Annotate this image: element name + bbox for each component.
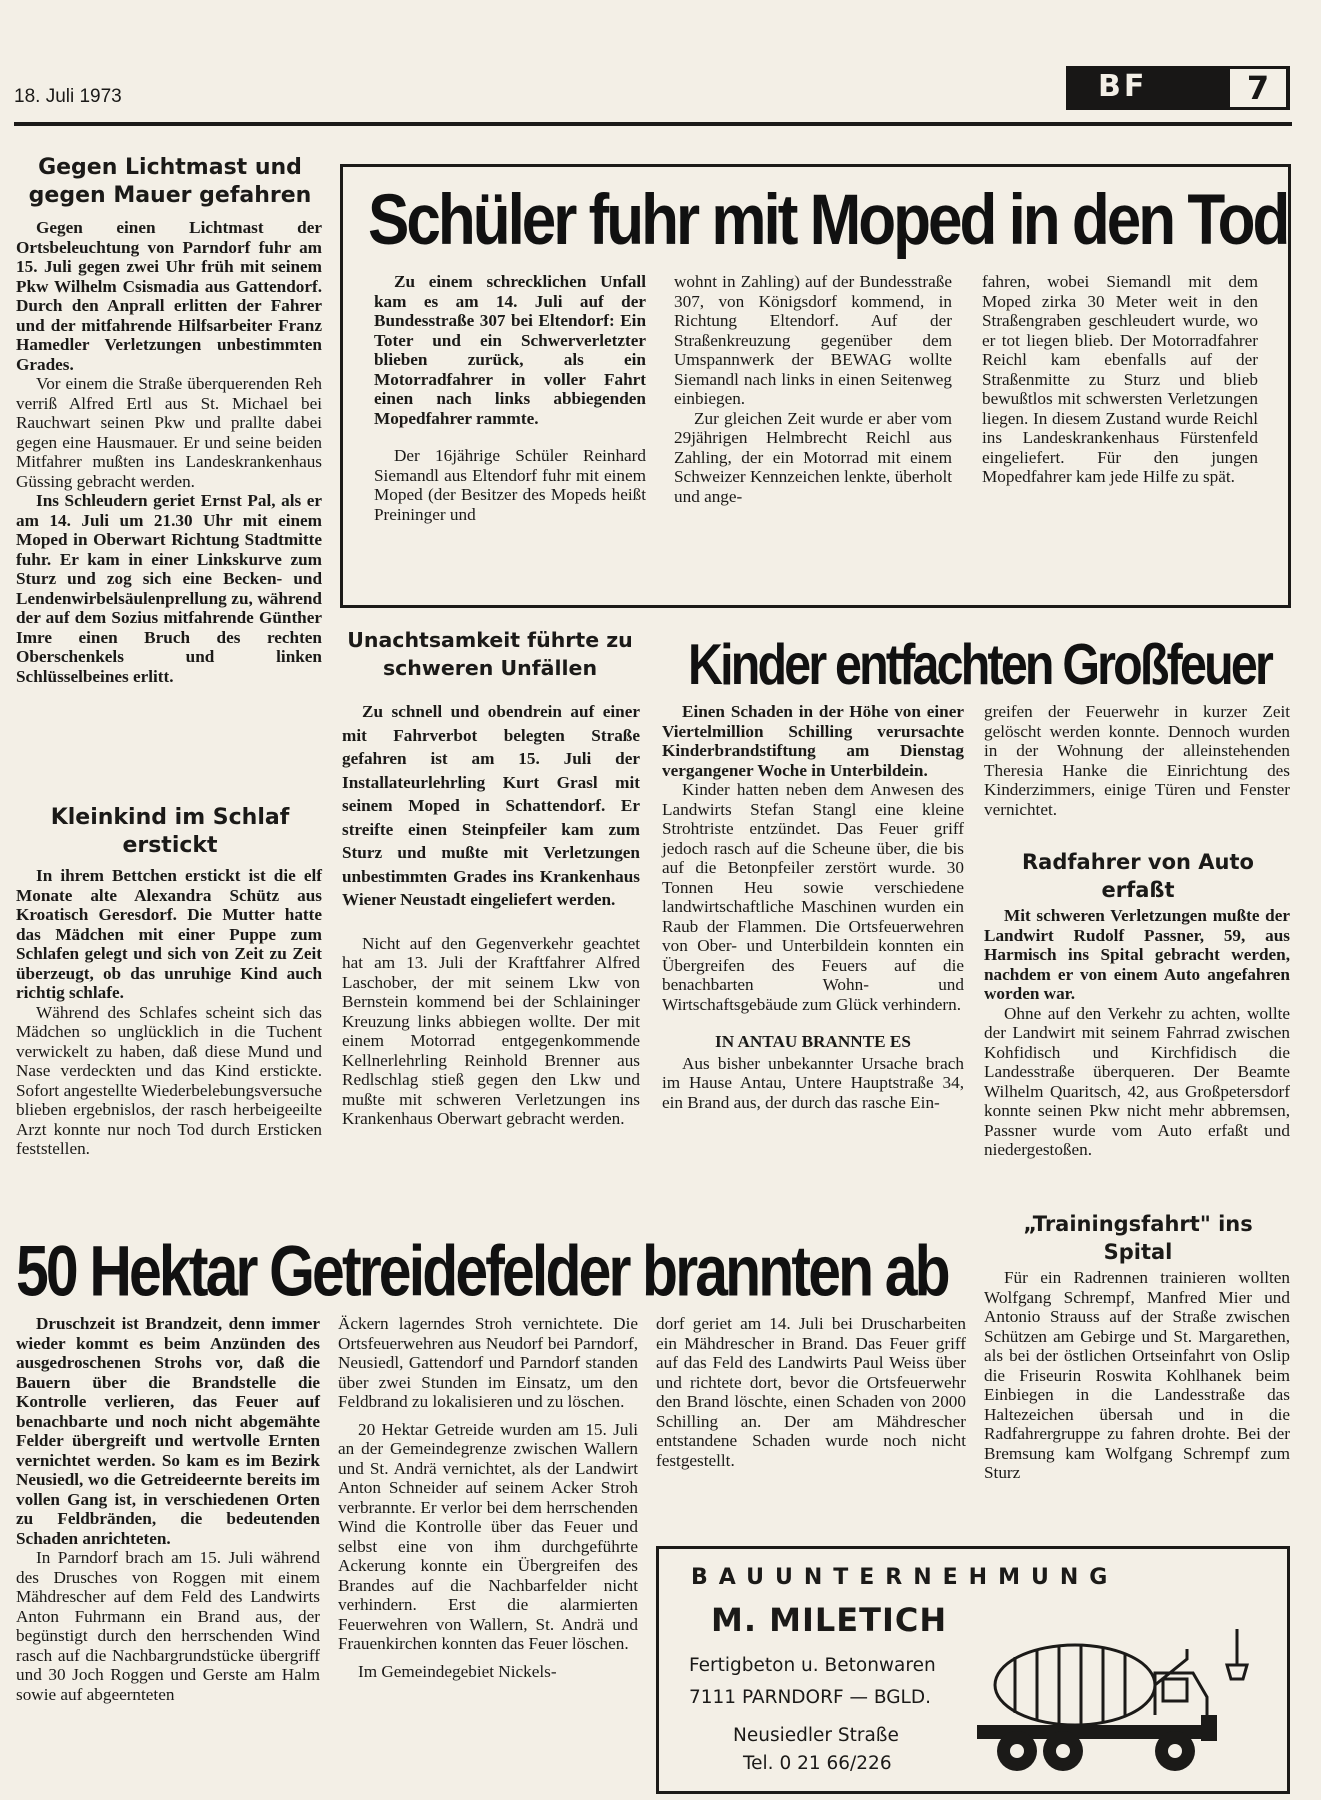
ad-street: Neusiedler Straße <box>733 1725 899 1746</box>
lead-col-1 <box>374 272 646 524</box>
story2-para-2: Während des Schlafes scheint sich das Mädchen so unglücklich in die Tuchent verwickelt zu haben, daß diese Mund und Nase verdeckten und das Kind erstickte. Sofort angestellte Wiederbelebungsversuche blieben ergebnislos, der rasch herbeigeeilte Arzt konnte nur noch Tod durch Ersticken feststellen. <box>16 1002 322 1158</box>
story1-para-3: Ins Schleudern geriet Ernst Pal, als er am 14. Juli um 21.30 Uhr mit einem Moped in Oberwart Richtung Stadtmitte fuhr. Er kam in einer Linkskurve zum Sturz und zog sich eine Becken- und Lendenwirbelsäulenprellung zu, während der auf dem Sozius mitfahrende Günther Imre einen Bruch des rechten Oberschenkels und linken Schlüsselbeines erlitt. <box>16 491 322 686</box>
story6-body <box>984 1268 1290 1483</box>
story7-para-5: Im Gemeindegebiet Nickels- <box>358 1661 557 1681</box>
story5-para-1: Mit schweren Verletzungen mußte der Landwirt Rudolf Passner, 59, aus Harmisch ins Spital gebracht werden, nachdem er von einem Auto angefahren worden war. <box>984 906 1290 1003</box>
story7-para-6: dorf geriet am 14. Juli bei Druscharbeiten ein Mähdrescher in Brand. Das Feuer griff auf das Feld des Landwirts Paul Weiss über und richtete dort, bevor die Ortsfeuerwehr den Brand löschte, einen Schaden von 2000 Schilling an. Der am Mähdrescher entstandene Schaden wurde noch nicht festgestellt. <box>656 1314 966 1470</box>
ad-company-name: M. MILETICH <box>711 1601 948 1639</box>
story6-para-1: Für ein Radrennen trainieren wollten Wolfgang Schrempf, Manfred Mier und Antonio Strauss auf der Straße zwischen Schützen am Gebirge und St. Margarethen, als bei der östlichen Ortseinfahrt von Oslip die Friseurin Roswita Kohlhanek beim Einbiegen in die Landesstraße das Haltezeichen übersah und in die Radfahrergruppe zu fahren drohte. Bei der Bremsung kam Wolfgang Schrempf zum Sturz <box>984 1268 1290 1482</box>
story1-para-1: Gegen einen Lichtmast der Ortsbeleuchtung von Parndorf fuhr am 15. Juli gegen zwei Uhr früh mit seinem Pkw Wilhelm Csismadia aus Gattendorf. Durch den Anprall erlitten der Fahrer und der mitfahrende Hilfsarbeiter Franz Hamedler Verletzungen unbestimmten Grades. <box>16 218 322 374</box>
header-rule <box>14 122 1292 126</box>
story4-title: Kinder entfachten Großfeuer <box>688 633 1271 698</box>
story7-col-2 <box>338 1314 638 1681</box>
concrete-mixer-truck-icon <box>955 1615 1275 1785</box>
lead-para-4: Zur gleichen Zeit wurde er aber vom 29jährigen Helmbrecht Reichl aus Zahling, der ein Motorrad mit einem Schweizer Kennzeichen lenkte, überholt und ange- <box>674 408 952 506</box>
story4-col-2 <box>984 702 1290 819</box>
story4-col-1 <box>662 702 964 1112</box>
story7-para-1: Druschzeit ist Brandzeit, denn immer wieder kommt es beim Anzünden des ausgedroschenen Strohs vor, daß die Bauern über die Brandstelle die Kontrolle verlieren, das Feuer auf benachbarte und noch nicht abgemähte Felder übergreift und wertvolle Ernten vernichtet werden. So kam es im Bezirk Neusiedl, wo die Getreideernte bereits im vollen Gang ist, in verschiedenen Orten zu Feldbränden, die bedeutenden Schaden anrichteten. <box>16 1314 320 1548</box>
story5-title: Radfahrer von Auto erfaßt <box>1022 850 1254 902</box>
story5-para-2: Ohne auf den Verkehr zu achten, wollte der Landwirt mit seinem Fahrrad zwischen Kohfidisch und Kirchfidisch die Landesstraße überqueren. Der Beamte Wilhelm Quaritsch, 42, aus Großpetersdorf konnte seinen Pkw nicht mehr abbremsen, Passner wurde vom Auto erfaßt und niedergestoßen. <box>984 1003 1290 1159</box>
story6-title: „Trainingsfahrt" ins Spital <box>1023 1212 1253 1264</box>
truck-bumper <box>1201 1715 1217 1741</box>
story2-para-1: In ihrem Bettchen erstickt ist die elf Monate alte Alexandra Schütz aus Kroatisch Geresdorf. Die Mutter hatte das Mädchen mit einer Puppe zum Schlafen gelegt und sich von Zeit zu Zeit überzeugt, ob das unruhige Kind auch richtig schlafe. <box>16 866 322 1002</box>
page-date: 18. Juli 1973 <box>14 86 122 107</box>
story7-para-3: Äckern lagerndes Stroh vernichtete. Die Ortsfeuerwehren aus Neudorf bei Parndorf, Neusiedl, Gattendorf und Parndorf standen über zwei Stunden im Einsatz, um den Feldbrand zu lokalisieren und zu löschen. <box>338 1314 638 1411</box>
story7-para-2: In Parndorf brach am 15. Juli während des Drusches von Roggen mit einem Mähdrescher auf dem Feld des Landwirts Anton Fuhrmann ein Brand aus, der begünstigt durch den herrschenden Wind rasch auf die Nachbargrundstücke übergriff und 30 Joch Roggen und Gerste am Halm sowie auf abgeernteten <box>16 1548 320 1704</box>
story3-title: Unachtsamkeit führte zu schweren Unfällen <box>347 628 633 680</box>
story1-body <box>16 218 322 686</box>
ad-box <box>656 1546 1290 1794</box>
ad-company-type: BAUUNTERNEHMUNG <box>691 1565 1119 1590</box>
story1-para-2: Vor einem die Straße überquerenden Reh verriß Alfred Ertl aus St. Michael bei Rauchwart seinen Pkw und prallte dabei gegen eine Hausmauer. Er und seine beiden Mitfahrer mußten ins Landeskrankenhaus Güssing gebracht werden. <box>16 374 322 491</box>
story4-para-3: Aus bisher unbekannter Ursache brach im Hause Antau, Untere Hauptstraße 34, ein Brand aus, der durch das rasche Ein- <box>662 1053 964 1112</box>
lead-para-2: Der 16jährige Schüler Reinhard Siemandl aus Eltendorf fuhr mit einem Moped (der Besitzer des Mopeds heißt Preininger und <box>374 446 646 524</box>
lead-para-1: Zu einem schrecklichen Unfall kam es am 14. Juli auf der Bundesstraße 307 bei Eltendorf: Ein Toter und ein Schwerverletzter blieben zurück, als ein Motorradfahrer in voller Fahrt einen nach links abbiegenden Mopedfahrer rammte. <box>374 272 646 428</box>
lead-para-3: wohnt in Zahling) auf der Bundesstraße 307, von Königsdorf kommend, in Richtung Eltendorf. Auf der Straßenkreuzung gegenüber dem Umspannwerk der BEWAG wollte Siemandl nach links in einen Seitenweg einbiegen. <box>674 272 952 408</box>
ad-address: 7111 PARNDORF — BGLD. <box>689 1687 931 1708</box>
story3-para-2: Nicht auf den Gegenverkehr geachtet hat am 13. Juli der Kraftfahrer Alfred Laschober, der mit seinem Lkw von Bernstein kommend bei der Schlaininger Kreuzung links abbiegen wollte. Der mit einem Motorrad entgegenkommende Kellnerlehrling Reinhold Brenner aus Redlschlag stieß gegen den Lkw und mußte mit schweren Verletzungen ins Krankenhaus Oberwart gebracht werden. <box>342 933 640 1128</box>
lead-col-3 <box>982 272 1258 487</box>
ad-products: Fertigbeton u. Betonwaren <box>689 1655 936 1676</box>
story2-title: Kleinkind im Schlaf erstickt <box>50 805 290 858</box>
lead-col-2 <box>674 272 952 506</box>
story4-para-1: Einen Schaden in der Höhe von einer Viertelmillion Schilling verursachte Kinderbrandstiftung am Dienstag vergangener Woche in Unterbildein. <box>662 702 964 780</box>
story5-body <box>984 906 1290 1160</box>
ad-phone: Tel. 0 21 66/226 <box>743 1753 892 1774</box>
story7-title: 50 Hektar Getreidefelder brannten ab <box>16 1232 948 1312</box>
story4-para-2: Kinder hatten neben dem Anwesen des Landwirts Stefan Stangl eine kleine Strohtriste entzündet. Das Feuer griff jedoch rasch auf die Scheune über, die bis auf die Betonpfeiler zerstört wurde. 30 Tonnen Heu sowie verschiedene landwirtschaftliche Maschinen wurden ein Raub der Flammen. Die Ortsfeuerwehren von Ober- und Unterbildein konnten ein Übergreifen des Feuers auf die benachbarten Wohn- und Wirtschaftsgebäude zum Glück verhindern. <box>662 780 964 1014</box>
story3-para-1: Zu schnell und obendrein auf einer mit Fahrverbot belegten Straße gefahren ist am 15. Juli der Installateurlehrling Kurt Grasl mit seinem Moped in Schattendorf. Er streifte einen Steinpfeiler kam zum Sturz und mußte mit Verletzungen unbestimmten Grades ins Krankenhaus Wiener Neustadt eingeliefert werden. <box>342 702 640 909</box>
story7-col-1 <box>16 1314 320 1704</box>
story1-title: Gegen Lichtmast und gegen Mauer gefahren <box>28 155 312 208</box>
page-number: 7 <box>1230 69 1286 107</box>
lead-title: Schüler fuhr mit Moped in den Tod <box>368 180 1288 261</box>
story4-para-4: greifen der Feuerwehr in kurzer Zeit gelöscht werden konnte. Dennoch wurden in der Wohnung der alleinstehenden Theresia Hanke die Einrichtung des Kinderzimmers, einige Türen und Fenster vernichtet. <box>984 702 1290 819</box>
story2-body <box>16 866 322 1159</box>
lead-para-5: fahren, wobei Siemandl mit dem Moped zirka 30 Meter weit in den Straßengraben geschleudert wurde, wo er tot liegen blieb. Der Motorradfahrer Reichl kam ebenfalls auf der Straßenmitte zu Sturz und blieb bewußtlos mit schwersten Verletzungen liegen. In diesem Zustand wurde Reichl ins Landeskrankenhaus Fürstenfeld eingeliefert. Für den jungen Mopedfahrer kam jede Hilfe zu spät. <box>982 272 1258 486</box>
story4-subhead: IN ANTAU BRANNTE ES <box>715 1032 911 1051</box>
story7-para-4: 20 Hektar Getreide wurden am 15. Juli an der Gemeindegrenze zwischen Wallern und St. Andrä vernichtet, als der Landwirt Anton Schneider auf seinem Acker Stroh verbrannte. Er verlor bei dem herrschenden Wind die Kontrolle über das Feuer und selbst eine von ihm durchgeführte Ackerung konnte ein Übergreifen des Brandes auf die Nachbarfelder nicht verhindern. Erst die alarmierten Feuerwehren von Wallern, St. Andrä und Frauenkirchen konnten das Feuer löschen. <box>338 1419 638 1653</box>
story7-col-3 <box>656 1314 966 1470</box>
paper-initials: BF <box>1098 69 1148 104</box>
paper-badge <box>1066 66 1290 110</box>
story3-body <box>342 700 640 1129</box>
